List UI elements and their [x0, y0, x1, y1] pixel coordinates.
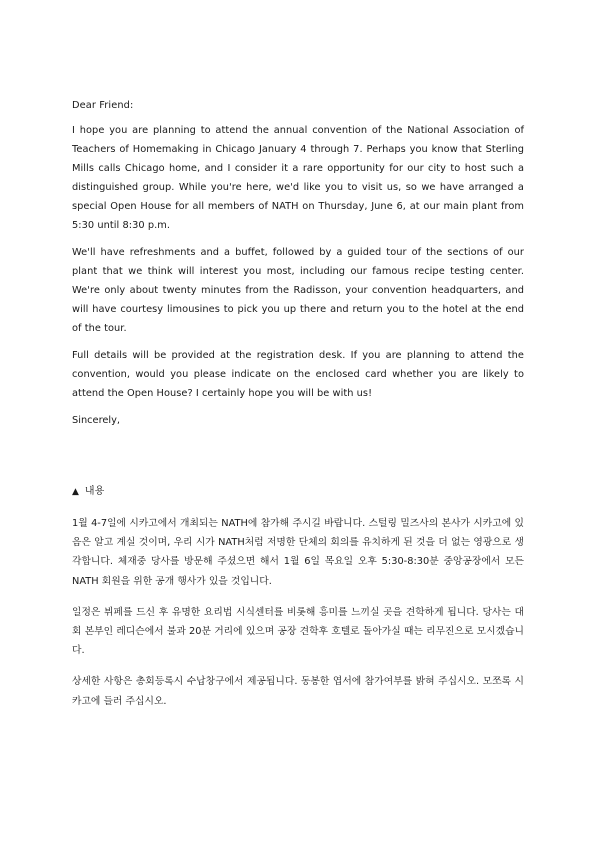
letter-paragraph-2: We'll have refreshments and a buffet, followed by a guided tour of the sections of our plant that we think will interest you most, including our famous recipe testing center. We're only about twenty minutes from the Radisson, your convention headquarters, and will have courtesy limousines to pick you up there and return you to the hotel at the end of the tour. — [72, 247, 524, 334]
english-letter — [72, 96, 524, 430]
korean-summary — [72, 514, 524, 723]
closing: Sincerely, — [72, 415, 121, 426]
summary-heading-label: 내용 — [84, 486, 105, 497]
summary-paragraph-3: 상세한 사항은 총회등록시 수납창구에서 제공됩니다. 동봉한 엽서에 참가여부를 밝혀 주십시오. 모쪼록 시카고에 들러 주십시오. — [72, 676, 524, 707]
salutation: Dear Friend: — [72, 100, 134, 111]
summary-heading — [72, 482, 104, 502]
letter-paragraph-1: I hope you are planning to attend the annual convention of the National Association of Teachers of Homemaking in Chicago January 4 through 7. Perhaps you know that Sterling Mills calls Chicago home, and I consider it a rare opportunity for our city to host such a distinguished group. While you're here, we'd like you to visit us, so we have arranged a special Open House for all members of NATH on Thursday, June 6, at our main plant from 5:30 until 8:30 p.m. — [72, 125, 524, 231]
summary-paragraph-1: 1월 4-7일에 시카고에서 개최되는 NATH에 참가해 주시길 바랍니다. 스털링 밀즈사의 본사가 시카고에 있음은 알고 계실 것이며, 우리 시가 NATH처럼 저명한 단체의 회의를 유치하게 된 것을 더 없는 영광으로 생각합니다. 체재중 당사를 방문해 주셨으면 해서 1월 6일 목요일 오후 5:30-8:30분 중앙공장에서 모든 NATH 회원을 위한 공개 행사가 있을 것입니다. — [72, 518, 524, 587]
triangle-marker-icon: ▲ — [72, 487, 79, 497]
letter-paragraph-3: Full details will be provided at the registration desk. If you are planning to attend the convention, would you please indicate on the enclosed card whether you are likely to attend the Open House? I certainly hope you will be with us! — [72, 350, 524, 399]
summary-paragraph-2: 일정은 뷔페를 드신 후 유명한 요리법 시식센터를 비롯해 흥미를 느끼실 곳을 견학하게 됩니다. 당사는 대회 본부인 레디슨에서 불과 20분 거리에 있으며 공장 견학후 호텔로 돌아가실 때는 리무진으로 모시겠습니다. — [72, 606, 524, 657]
